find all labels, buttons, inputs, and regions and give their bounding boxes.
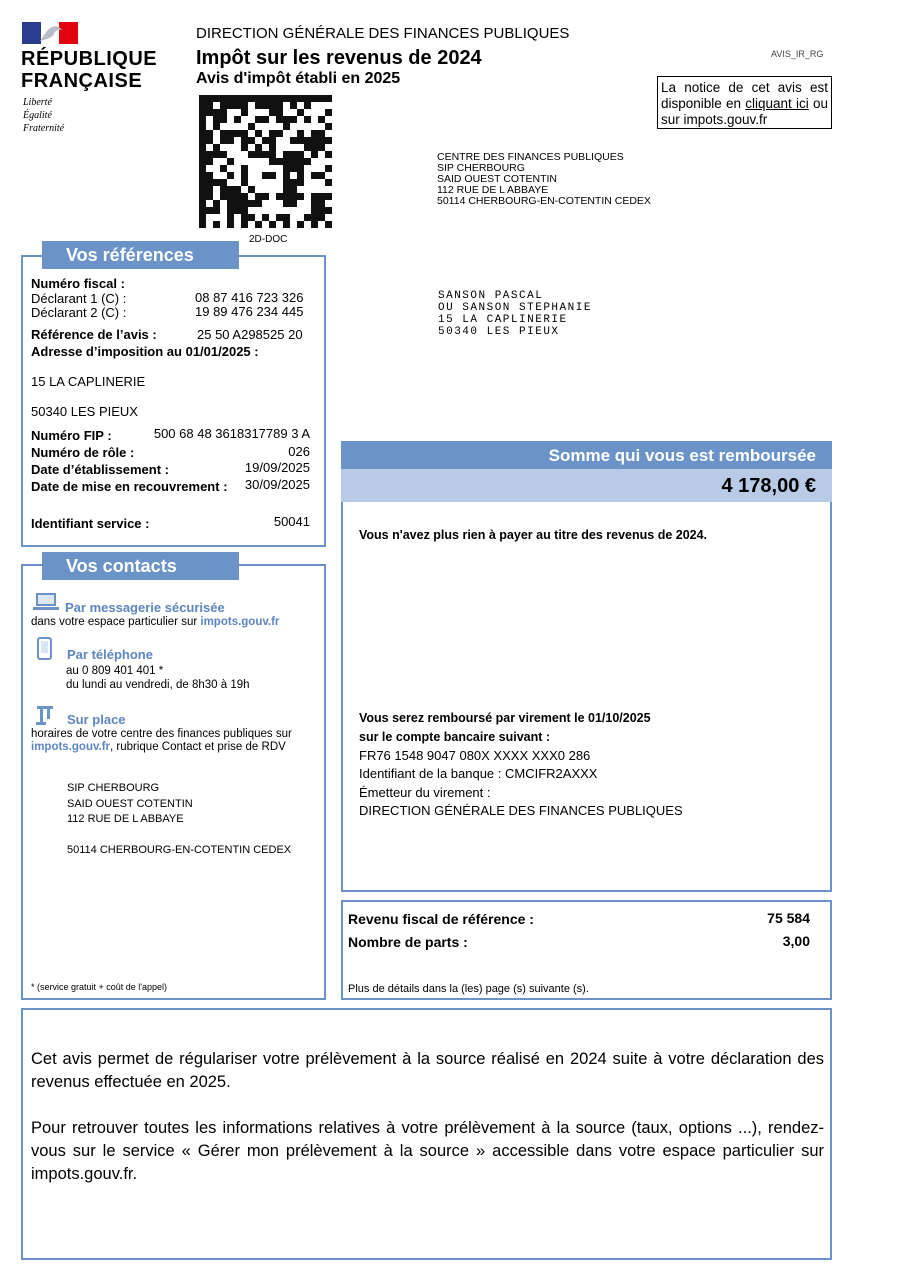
bank-id: Identifiant de la banque : CMCIFR2AXXX (359, 766, 598, 781)
contact-addr3: 112 RUE DE L ABBAYE (67, 813, 184, 825)
fip-value: 500 68 48 3618317789 3 A (153, 426, 310, 441)
surplace-text2 (31, 741, 286, 753)
adresse-line2: 50340 LES PIEUX (31, 404, 138, 419)
refund-details-box (341, 502, 832, 892)
contact-addr4: 50114 CHERBOURG-EN-COTENTIN CEDEX (67, 844, 292, 856)
page-title: Impôt sur les revenus de 2024 (196, 47, 482, 69)
ref-avis-label: Référence de l’avis : (31, 327, 157, 342)
republique-line1: RÉPUBLIQUE (21, 48, 158, 70)
contacts-tab: Vos contacts (42, 552, 239, 580)
recipient-line: 15 LA CAPLINERIE (438, 314, 568, 326)
motto-fraternite: Fraternité (23, 123, 65, 134)
sender-address (437, 152, 651, 207)
recipient-line: SANSON PASCAL (438, 290, 544, 302)
rfr-label: Revenu fiscal de référence : (348, 911, 534, 927)
refund-header-label: Somme qui vous est remboursée (548, 446, 816, 465)
info-para2: Pour retrouver toutes les informations relatives à votre prélèvement à la source (taux, options ...), rendez-vous sur le service « Gérer mon prélèvement à la source » accessible dans votre espace particulier sur impots.gouv.fr. (31, 1119, 824, 1183)
contact-addr2: SAID OUEST COTENTIN (67, 798, 193, 810)
notice-box (657, 76, 832, 129)
recipient-line: OU SANSON STEPHANIE (438, 302, 592, 314)
adresse-label: Adresse d’imposition au 01/01/2025 : (31, 344, 259, 359)
direction-title: DIRECTION GÉNÉRALE DES FINANCES PUBLIQUES (196, 25, 570, 42)
recouv-value: 30/09/2025 (244, 477, 310, 492)
virement-line1: Vous serez remboursé par virement le 01/10/2025 (359, 711, 651, 725)
recouv-label: Date de mise en recouvrement : (31, 479, 228, 494)
notice-suffix: ou sur impots.gouv.fr (661, 96, 828, 127)
messagerie-link[interactable]: impots.gouv.fr (200, 616, 280, 628)
surplace-title: Sur place (67, 712, 126, 727)
building-icon (35, 704, 57, 726)
references-tab: Vos références (42, 241, 239, 269)
sender-line: SIP CHERBOURG (437, 162, 525, 174)
sender-line: CENTRE DES FINANCES PUBLIQUES (437, 151, 624, 163)
sender-line: 112 RUE DE L ABBAYE (437, 184, 549, 196)
service-label: Identifiant service : (31, 516, 150, 531)
messagerie-title: Par messagerie sécurisée (65, 600, 225, 615)
telephone-title: Par téléphone (67, 647, 153, 662)
declarant2-label: Déclarant 2 (C) : (31, 305, 127, 320)
marianne-logo (22, 22, 78, 44)
republique-line2: FRANÇAISE (21, 70, 143, 92)
etab-value: 19/09/2025 (244, 460, 310, 475)
document-code: AVIS_IR_RG (771, 49, 824, 59)
iban: FR76 1548 9047 080X XXXX XXX0 286 (359, 748, 591, 763)
emetteur-label: Émetteur du virement : (359, 785, 491, 800)
declarant2-value: 19 89 476 234 445 (195, 304, 304, 319)
messagerie-text (31, 616, 279, 628)
nothing-to-pay: Vous n'avez plus rien à payer au titre des revenus de 2024. (359, 528, 708, 542)
info-para1: Cet avis permet de régulariser votre prélèvement à la source réalisé en 2024 suite à votre déclaration des revenus effectuée en 2025. (31, 1050, 824, 1091)
2d-doc-barcode (199, 95, 332, 228)
motto-egalite: Égalité (23, 110, 52, 121)
refund-amount: 4 178,00 € (721, 475, 816, 497)
sender-line: SAID OUEST COTENTIN (437, 173, 557, 185)
page-subtitle: Avis d'impôt établi en 2025 (196, 70, 401, 87)
virement-line2: sur le compte bancaire suivant : (359, 730, 551, 744)
contact-footnote: * (service gratuit + coût de l'appel) (31, 982, 168, 992)
service-value: 50041 (273, 514, 310, 529)
emetteur: DIRECTION GÉNÉRALE DES FINANCES PUBLIQUES (359, 803, 683, 818)
details-note: Plus de détails dans la (les) page (s) suivante (s). (348, 983, 589, 995)
notice-prefix: La notice de cet avis est disponible en (661, 80, 828, 111)
phone-icon (37, 637, 53, 661)
parts-value: 3,00 (782, 933, 810, 949)
surplace-text1: horaires de votre centre des finances publiques sur (31, 728, 292, 740)
numero-fiscal-label: Numéro fiscal : (31, 276, 125, 291)
recipient-address (438, 290, 592, 338)
fip-label: Numéro FIP : (31, 428, 112, 443)
role-label: Numéro de rôle : (31, 445, 135, 460)
surplace-suffix: , rubrique Contact et prise de RDV (110, 741, 286, 753)
telephone-number: au 0 809 401 401 * (66, 665, 164, 677)
motto-liberte: Liberté (23, 97, 52, 108)
contact-addr1: SIP CHERBOURG (67, 782, 160, 794)
sender-line: 50114 CHERBOURG-EN-COTENTIN CEDEX (437, 195, 651, 207)
role-value: 026 (288, 444, 310, 459)
notice-link[interactable]: cliquant ici (745, 96, 809, 111)
computer-icon (33, 592, 61, 612)
2d-doc-label: 2D-DOC (249, 234, 288, 245)
declarant1-label: Déclarant 1 (C) : (31, 291, 127, 306)
parts-label: Nombre de parts : (348, 934, 468, 950)
etab-label: Date d’établissement : (31, 462, 169, 477)
rfr-value: 75 584 (767, 910, 810, 926)
messagerie-prefix: dans votre espace particulier sur (31, 616, 201, 628)
ref-avis-value: 25 50 A298525 20 (197, 327, 303, 342)
recipient-line: 50340 LES PIEUX (438, 326, 560, 338)
adresse-line1: 15 LA CAPLINERIE (31, 374, 146, 389)
telephone-hours: du lundi au vendredi, de 8h30 à 19h (66, 679, 250, 691)
surplace-link[interactable]: impots.gouv.fr (31, 741, 111, 753)
declarant1-value: 08 87 416 723 326 (195, 290, 304, 305)
